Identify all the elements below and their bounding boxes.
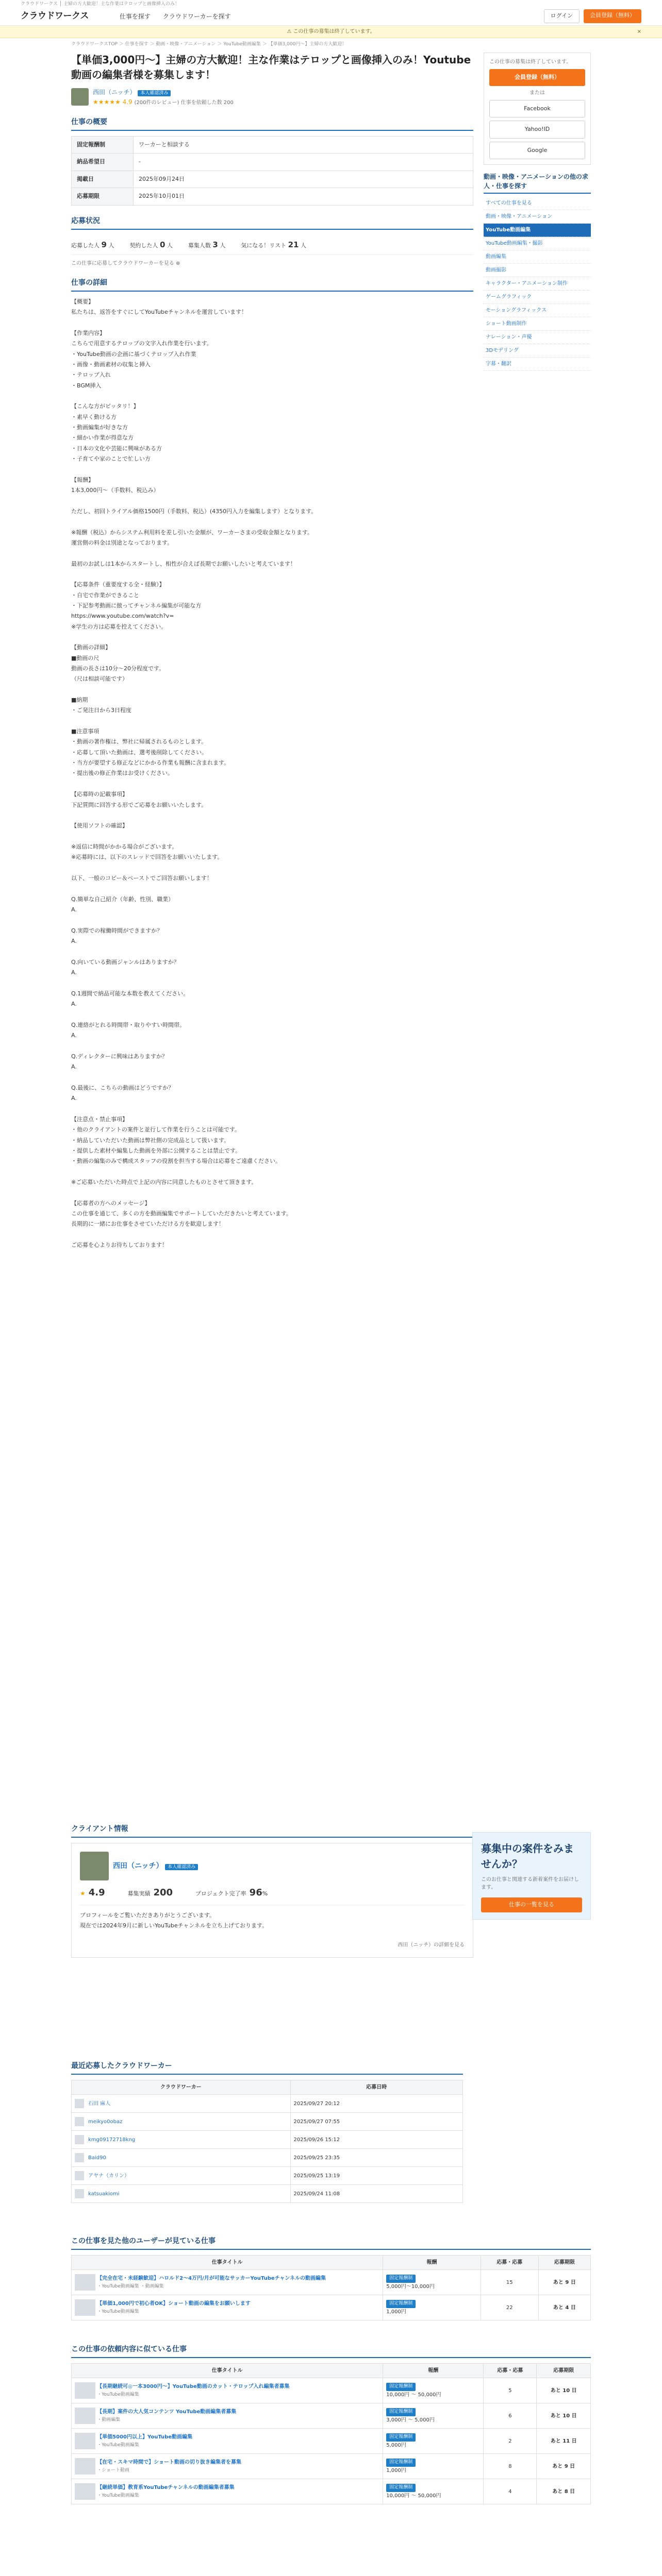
job-category: ・YouTube動画編集 ・動画編集 (97, 2283, 164, 2289)
promo-banner: 募集中の案件をみませんか？ このお仕事と関連する新着案件をお届けします。 仕事の一覧を見る (472, 1832, 591, 1920)
banner-button[interactable]: 仕事の一覧を見る (481, 1897, 582, 1912)
sidebar-item[interactable]: 動画・映像・アニメーション (484, 210, 591, 224)
job-thumbnail[interactable] (75, 2382, 95, 2399)
deadline: あと 9 日 (538, 2270, 590, 2295)
deadline: あと 10 日 (537, 2403, 591, 2429)
table-row (72, 2378, 591, 2403)
job-title-link[interactable]: 【単価5000円以上】YouTube動画編集 (97, 2434, 193, 2440)
table-row (72, 2113, 463, 2131)
client-name-link[interactable]: 西田（ニッチ） (93, 89, 136, 96)
deadline: あと 9 日 (537, 2454, 591, 2479)
sidebar-item[interactable]: ショート動画制作 (484, 317, 591, 331)
job-thumbnail[interactable] (75, 2408, 95, 2424)
column-header: 仕事タイトル (72, 2364, 383, 2378)
sidebar-item-active[interactable]: YouTube動画編集 (484, 224, 591, 237)
pay-range: 1,000円 (386, 2309, 406, 2315)
client-info-heading: クライアント情報 (71, 1824, 473, 1838)
job-thumbnail[interactable] (75, 2458, 95, 2475)
job-main (71, 53, 473, 1250)
worker-name-link[interactable]: Baid90 (88, 2155, 106, 2161)
apply-date: 2025/09/24 11:08 (290, 2185, 463, 2203)
nav-find-jobs[interactable]: 仕事を探す (119, 12, 151, 20)
banner-title: 募集中の案件をみませんか？ (481, 1842, 574, 1870)
apply-count: 22 (481, 2295, 538, 2320)
breadcrumb[interactable]: クラウドワークスTOP ＞ 仕事を探す ＞ 動画・映像・アニメーション ＞ YouTube動画編集 ＞ 【単価3,000円〜】主婦の方大歓迎！ (71, 42, 347, 47)
column-header: 応募期限 (537, 2364, 591, 2378)
column-header: 応募・応募 (481, 2256, 538, 2270)
pay-range: 3,000円 〜 5,000円 (386, 2417, 435, 2423)
table-row (72, 2454, 591, 2479)
pay-range: 10,000円 〜 50,000円 (386, 2493, 441, 2499)
verified-badge: 本人確認済み (138, 90, 171, 96)
deadline: あと 11 日 (537, 2429, 591, 2454)
client-detail-link[interactable]: 西田（ニッチ）の詳細を見る (398, 1942, 465, 1948)
deadline: あと 4 日 (538, 2295, 590, 2320)
client-info-section (71, 1814, 591, 1958)
apply-date: 2025/09/27 07:55 (290, 2113, 463, 2131)
site-logo[interactable]: クラウドワークス (21, 10, 89, 21)
column-header: 仕事タイトル (72, 2256, 383, 2270)
sidebar-category-heading: 動画・映像・アニメーションの他の求人・仕事を探す (484, 172, 591, 194)
summary-table: 固定報酬制 ワーカーと相談する 納品希望日 - 掲載日 2025年09月24日 応募期限 2025年10月01日 (71, 136, 473, 206)
table-row (72, 2295, 591, 2320)
pay-range: 5,000円 (386, 2442, 406, 2448)
apply-date: 2025/09/26 15:12 (290, 2131, 463, 2149)
client-description: プロフィールをご覧いただきありがとうございます。 現在では2024年9月に新しいYouTubeチャンネルを立ち上げております。 (80, 1905, 465, 1931)
client-info-name[interactable]: 西田（ニッチ） (113, 1861, 163, 1870)
worker-avatar[interactable] (75, 2153, 84, 2162)
sidebar-item[interactable]: 動画撮影 (484, 264, 591, 277)
table-row (72, 2479, 591, 2504)
sidebar-status: この仕事の募集は終了しています。 (489, 59, 572, 65)
sidebar-item[interactable]: モーショングラフィックス (484, 304, 591, 317)
worker-name-link[interactable]: kmg09172718kng (88, 2137, 136, 2143)
deadline: あと 10 日 (537, 2378, 591, 2403)
closed-notice (0, 26, 662, 38)
yahoo-login-button[interactable]: Yahoo!ID (489, 121, 585, 139)
google-login-button[interactable]: Google (489, 142, 585, 160)
pay-type-badge: 固定報酬制 (386, 2408, 416, 2416)
job-category: ・YouTube動画編集 (97, 2493, 139, 2498)
worker-avatar[interactable] (75, 2135, 84, 2144)
worker-avatar[interactable] (75, 2117, 84, 2126)
job-thumbnail[interactable] (75, 2433, 95, 2449)
worker-name-link[interactable]: 石田 麻人 (88, 2101, 111, 2107)
worker-avatar[interactable] (75, 2099, 84, 2108)
apply-count: 2 (484, 2429, 537, 2454)
apply-workers-link[interactable]: この仕事に応募してクラウドワーカーを見る ⊕ (71, 261, 180, 266)
sidebar-item[interactable]: 3Dモデリング (484, 344, 591, 358)
job-title-link[interactable]: 【単価1,000円で初心者OK】ショート動画の編集をお願いします (97, 2300, 251, 2307)
job-title-link[interactable]: 【完全在宅・未経験歓迎】ハロルド2〜4万円/月が可能なサッカーYouTubeチャンネルの動画編集 (97, 2275, 326, 2281)
job-category: ・YouTube動画編集 (97, 2392, 139, 2397)
worker-name-link[interactable]: katsuakiomi (88, 2191, 120, 2197)
nav-find-workers[interactable]: クラウドワーカーを探す (162, 12, 231, 20)
pay-type-badge: 固定報酬制 (386, 2484, 416, 2492)
warning-icon: ⚠ (287, 29, 293, 35)
column-header: 報酬 (383, 2364, 484, 2378)
table-row (72, 2167, 463, 2185)
similar-jobs-section: この仕事を見た他のユーザーが見ている仕事 仕事タイトル 報酬 応募・応募 応募期限 【完全在宅・未経験歓迎】ハロルド2〜4万円/月が可能なサッカーYouTubeチャンネルの動画編集 ・YouTube動画編集 ・動画編集 固定報酬制 5,000円〜10,000円 15 あと 9 日 【単価1,000円で初心者OK】ショート動画の編集をお願いします ・YouTube動画編集 固定報酬制 1,000円 22 あと 4 日 (71, 2226, 591, 2320)
apply-count: 8 (484, 2454, 537, 2479)
table-row (72, 2149, 463, 2167)
table-row (72, 2270, 591, 2295)
notice-text: この仕事の募集は終了しています。 (293, 29, 375, 35)
sidebar-cta-box: この仕事の募集は終了しています。 会員登録（無料） または Facebook Yahoo!ID Google (484, 53, 591, 165)
deadline: あと 8 日 (537, 2479, 591, 2504)
client-avatar-large[interactable] (80, 1852, 109, 1880)
job-category: ・YouTube動画編集 (97, 2442, 139, 2448)
client-jobs-table (71, 2363, 591, 2504)
apply-count: 15 (481, 2270, 538, 2295)
column-header: 応募期限 (538, 2256, 590, 2270)
recent-applicants-section: 最近応募したクラウドワーカー クラウドワーカー 応募日時 石田 麻人 2025/09/27 20:12 meikyo0obaz 2025/09/27 07:55 kmg09172718kng 2025/09/26 15:12 Baid90 2025/09/25 23:35 アヤナ（カリン） 2025/09/25 13:19 katsuakiomi 2025/09/24 11:08 (71, 2050, 463, 2203)
sidebar-item[interactable]: キャラクター・アニメーション制作 (484, 277, 591, 291)
job-thumbnail[interactable] (75, 2483, 95, 2500)
client-avatar[interactable] (71, 88, 89, 106)
sidebar (484, 53, 591, 371)
apply-heading: 応募状況 (71, 216, 473, 230)
pay-range: 5,000円〜10,000円 (386, 2283, 435, 2290)
apply-count: 5 (484, 2378, 537, 2403)
client-meta: (200件のレビュー) 仕事を依頼した数 200 (134, 99, 234, 106)
sidebar-item[interactable]: すべての仕事を見る (484, 197, 591, 210)
job-title-link[interactable]: 【長期継続可◎一本3000円〜】YouTube動画のカット・テロップ入れ編集者募集 (97, 2383, 290, 2389)
sidebar-item[interactable]: ゲームグラフィック (484, 291, 591, 304)
table-row (72, 2095, 463, 2113)
sidebar-item[interactable]: ナレーション・声優 (484, 331, 591, 344)
table-row (72, 2131, 463, 2149)
sidebar-item[interactable]: 動画編集 (484, 250, 591, 264)
site-header (0, 7, 662, 26)
summary-heading: 仕事の概要 (71, 117, 473, 131)
client-rating-stat: ★ 4.9 (80, 1887, 105, 1898)
recent-applicants-table: クラウドワーカー 応募日時 石田 麻人 2025/09/27 20:12 meikyo0obaz 2025/09/27 07:55 kmg09172718kng 2025/09/26 15:12 Baid90 2025/09/25 23:35 アヤナ（カリン） 2025/09/25 13:19 katsuakiomi 2025/09/24 11:08 (71, 2080, 463, 2203)
table-row (72, 2429, 591, 2454)
table-row (72, 2403, 591, 2429)
pay-type-badge: 固定報酬制 (386, 2300, 416, 2308)
worker-avatar[interactable] (75, 2171, 84, 2180)
category-list (484, 197, 591, 371)
job-category: ・動画編集 (97, 2417, 121, 2422)
apply-date: 2025/09/25 23:35 (290, 2149, 463, 2167)
similar-jobs-table (71, 2255, 591, 2320)
top-caption: クラウドワークス │ 主婦の方大歓迎！主な作業はテロップと画像挿入のみ！ (21, 2, 179, 7)
sidebar-item[interactable]: 字幕・翻訳 (484, 358, 591, 371)
apply-count: 6 (484, 2403, 537, 2429)
pay-range: 1,000円 (386, 2467, 406, 2473)
table-row (72, 2185, 463, 2203)
apply-stats: 応募した人 9 人 契約した人 0 人 募集人数 3 人 気になる！リスト 21 人 (71, 235, 473, 256)
worker-avatar[interactable] (75, 2189, 84, 2198)
client-reviews-stat: 募集実績 200 (127, 1887, 173, 1898)
apply-date: 2025/09/25 13:19 (290, 2167, 463, 2185)
sidebar-item[interactable]: YouTube動画編集・撮影 (484, 237, 591, 250)
register-button[interactable]: 会員登録（無料） (584, 9, 641, 23)
facebook-login-button[interactable]: Facebook (489, 100, 585, 118)
apply-date: 2025/09/27 20:12 (290, 2095, 463, 2113)
pay-type-badge: 固定報酬制 (386, 2275, 416, 2283)
job-category: ・ショート動画 (97, 2467, 130, 2473)
job-category: ・YouTube動画編集 (97, 2309, 139, 2314)
login-button[interactable]: ログイン (544, 9, 580, 23)
detail-heading: 仕事の詳細 (71, 278, 473, 292)
job-title-link[interactable]: 【在宅・スキマ時間で】ショート動画の切り抜き編集者を募集 (97, 2459, 241, 2465)
worker-name-link[interactable]: meikyo0obaz (88, 2119, 123, 2125)
job-title-link[interactable]: 【継続単価】教育系YouTubeチャンネルの動画編集者募集 (97, 2484, 235, 2490)
verified-badge: 本人確認済み (165, 1864, 198, 1870)
client-rate-stat: プロジェクト完了率 96% (195, 1887, 268, 1898)
pay-type-badge: 固定報酬制 (386, 2433, 416, 2442)
job-title-link[interactable]: 【長期】案件の大人気コンテンツ YouTube動画編集者募集 (97, 2409, 237, 2415)
column-header: 報酬 (383, 2256, 481, 2270)
close-icon[interactable]: × (637, 29, 641, 35)
pay-type-badge: 固定報酬制 (386, 2383, 416, 2391)
apply-count: 4 (484, 2479, 537, 2504)
sidebar-register-button[interactable]: 会員登録（無料） (489, 69, 585, 86)
worker-name-link[interactable]: アヤナ（カリン） (88, 2173, 129, 2179)
job-title: 【単価3,000円〜】主婦の方大歓迎！主な作業はテロップと画像挿入のみ！Youtube動画の編集者様を募集します！ (71, 54, 471, 81)
pay-range: 10,000円 〜 50,000円 (386, 2392, 441, 2398)
pay-type-badge: 固定報酬制 (386, 2459, 416, 2467)
job-thumbnail[interactable] (75, 2299, 95, 2316)
job-detail-text: 【概要】 私たちは、返答をすぐにしてYouTubeチャンネルを運営しています！ 【作業内容】 こちらで用意するテロップの文字入れ作業を行います。 ・YouTube動画の企画に基づくテロップ入れ作業 ・画像・動画素材の収集と挿入 ・テロップ入れ ・BGM挿入 【こんな方がピッタリ！】 ・素早く動ける方 ・動画編集が好きな方 ・細かい作業が得意な方 ・日本の文化や芸能に興味がある方 ・子育てや家のことで忙しい方 【報酬】 1本3,000円〜（手数料、税込み） ただし、初回トライアル価格1500円（手数料、税込）(4350円入力を編集します）となります。 ※報酬（税込）からシステム利用料を差し引いた金額が、ワーカーさまの受取金額となります。 運営側の料金は別途となっております。 最初のお試しは1本からスタートし、相性が合えば長期でお願いしたいと考えています！ 【応募条件（重要度する全・経験）】 ・自宅で作業ができること ・下記参考動画に倣ってチャンネル編集が可能な方 https://www.youtube.com/watch?v= ※学生の方は応募を控えてください。 【動画の詳細】 ■動画の尺 動画の長さは10分〜20分程度です。 （尺は相談可能です） ■納期 ・ご発注日から3日程度 ■注意事項 ・動画の著作権は、弊社に帰属されるものとします。 ・応募して頂いた動画は、選考後削除してください。 ・当方が要望する修正などにかかる作業も報酬に含まれます。 ・提出後の修正作業はお受けください。 【応募時の記載事項】 下記質問に回答する形でご応募をお願いいたします。 【使用ソフトの確認】 ※返信に時間がかかる場合がございます。 ※応募時には、以下のスレッドで回答をお願いいたします。 以下、一般のコピー＆ペーストでご回答お願いします！ Q.簡単な自己紹介（年齢、性別、職業） A. Q.実際での稼働時間ができますか？ A. Q.向いている動画ジャンルはありますか？ A. Q.1週間で納品可能な本数を教えてください。 A. Q.連絡がとれる時間帯・取りやすい時間帯。 A. Q.ディレクターに興味はありますか？ A. Q.最後に、こちらの動画はどうですか？ A. 【注意点・禁止事項】 ・他のクライアントの案件と並行して作業を行うことは可能です。 ・納品していただいた動画は弊社側の完成品として扱います。 ・提供した素材や編集した動画を外部に公開することは禁止です。 ・動画の編集のみで構成スタッフの役割を担当する場合は応募をご遠慮ください。 ※ご応募いただいた時点で上記の内容に同意したものとさせて頂きます。 【応募者の方へのメッセージ】 この仕事を通じて、多くの方を動画編集でサポートしていただきたいと考えています。 長期的に一緒にお仕事をさせていただける方を歓迎します！ ご応募を心よりお待ちしております！ (71, 298, 317, 1248)
rating-stars: ★★★★★ 4.9 (93, 98, 133, 106)
client-jobs-section: この仕事の依頼内容に似ている仕事 仕事タイトル 報酬 応募・応募 応募期限 【長期継続可◎一本3000円〜】YouTube動画のカット・テロップ入れ編集者募集 ・YouTube動画編集 固定報酬制 10,000円 〜 50,000円 5 あと 10 日 【長期】案件の大人気コンテンツ YouTube動画編集者募集 ・動画編集 固定報酬制 3,000円 〜 5,000円 6 あと 10 日 【単価5000円以上】YouTube動画編集 ・YouTube動画編集 固定報酬制 5,000円 2 あと 11 日 【在宅・スキマ時間で】ショート動画の切り抜き編集者を募集 ・ショート動画 固定報酬制 1,000円 8 あと 9 日 【継続単価】教育系YouTubeチャンネルの動画編集者募集 ・YouTube動画編集 固定報酬制 10,000円 〜 50,000円 4 あと 8 日 (71, 2334, 591, 2504)
column-header: 応募・応募 (484, 2364, 537, 2378)
job-thumbnail[interactable] (75, 2274, 95, 2291)
